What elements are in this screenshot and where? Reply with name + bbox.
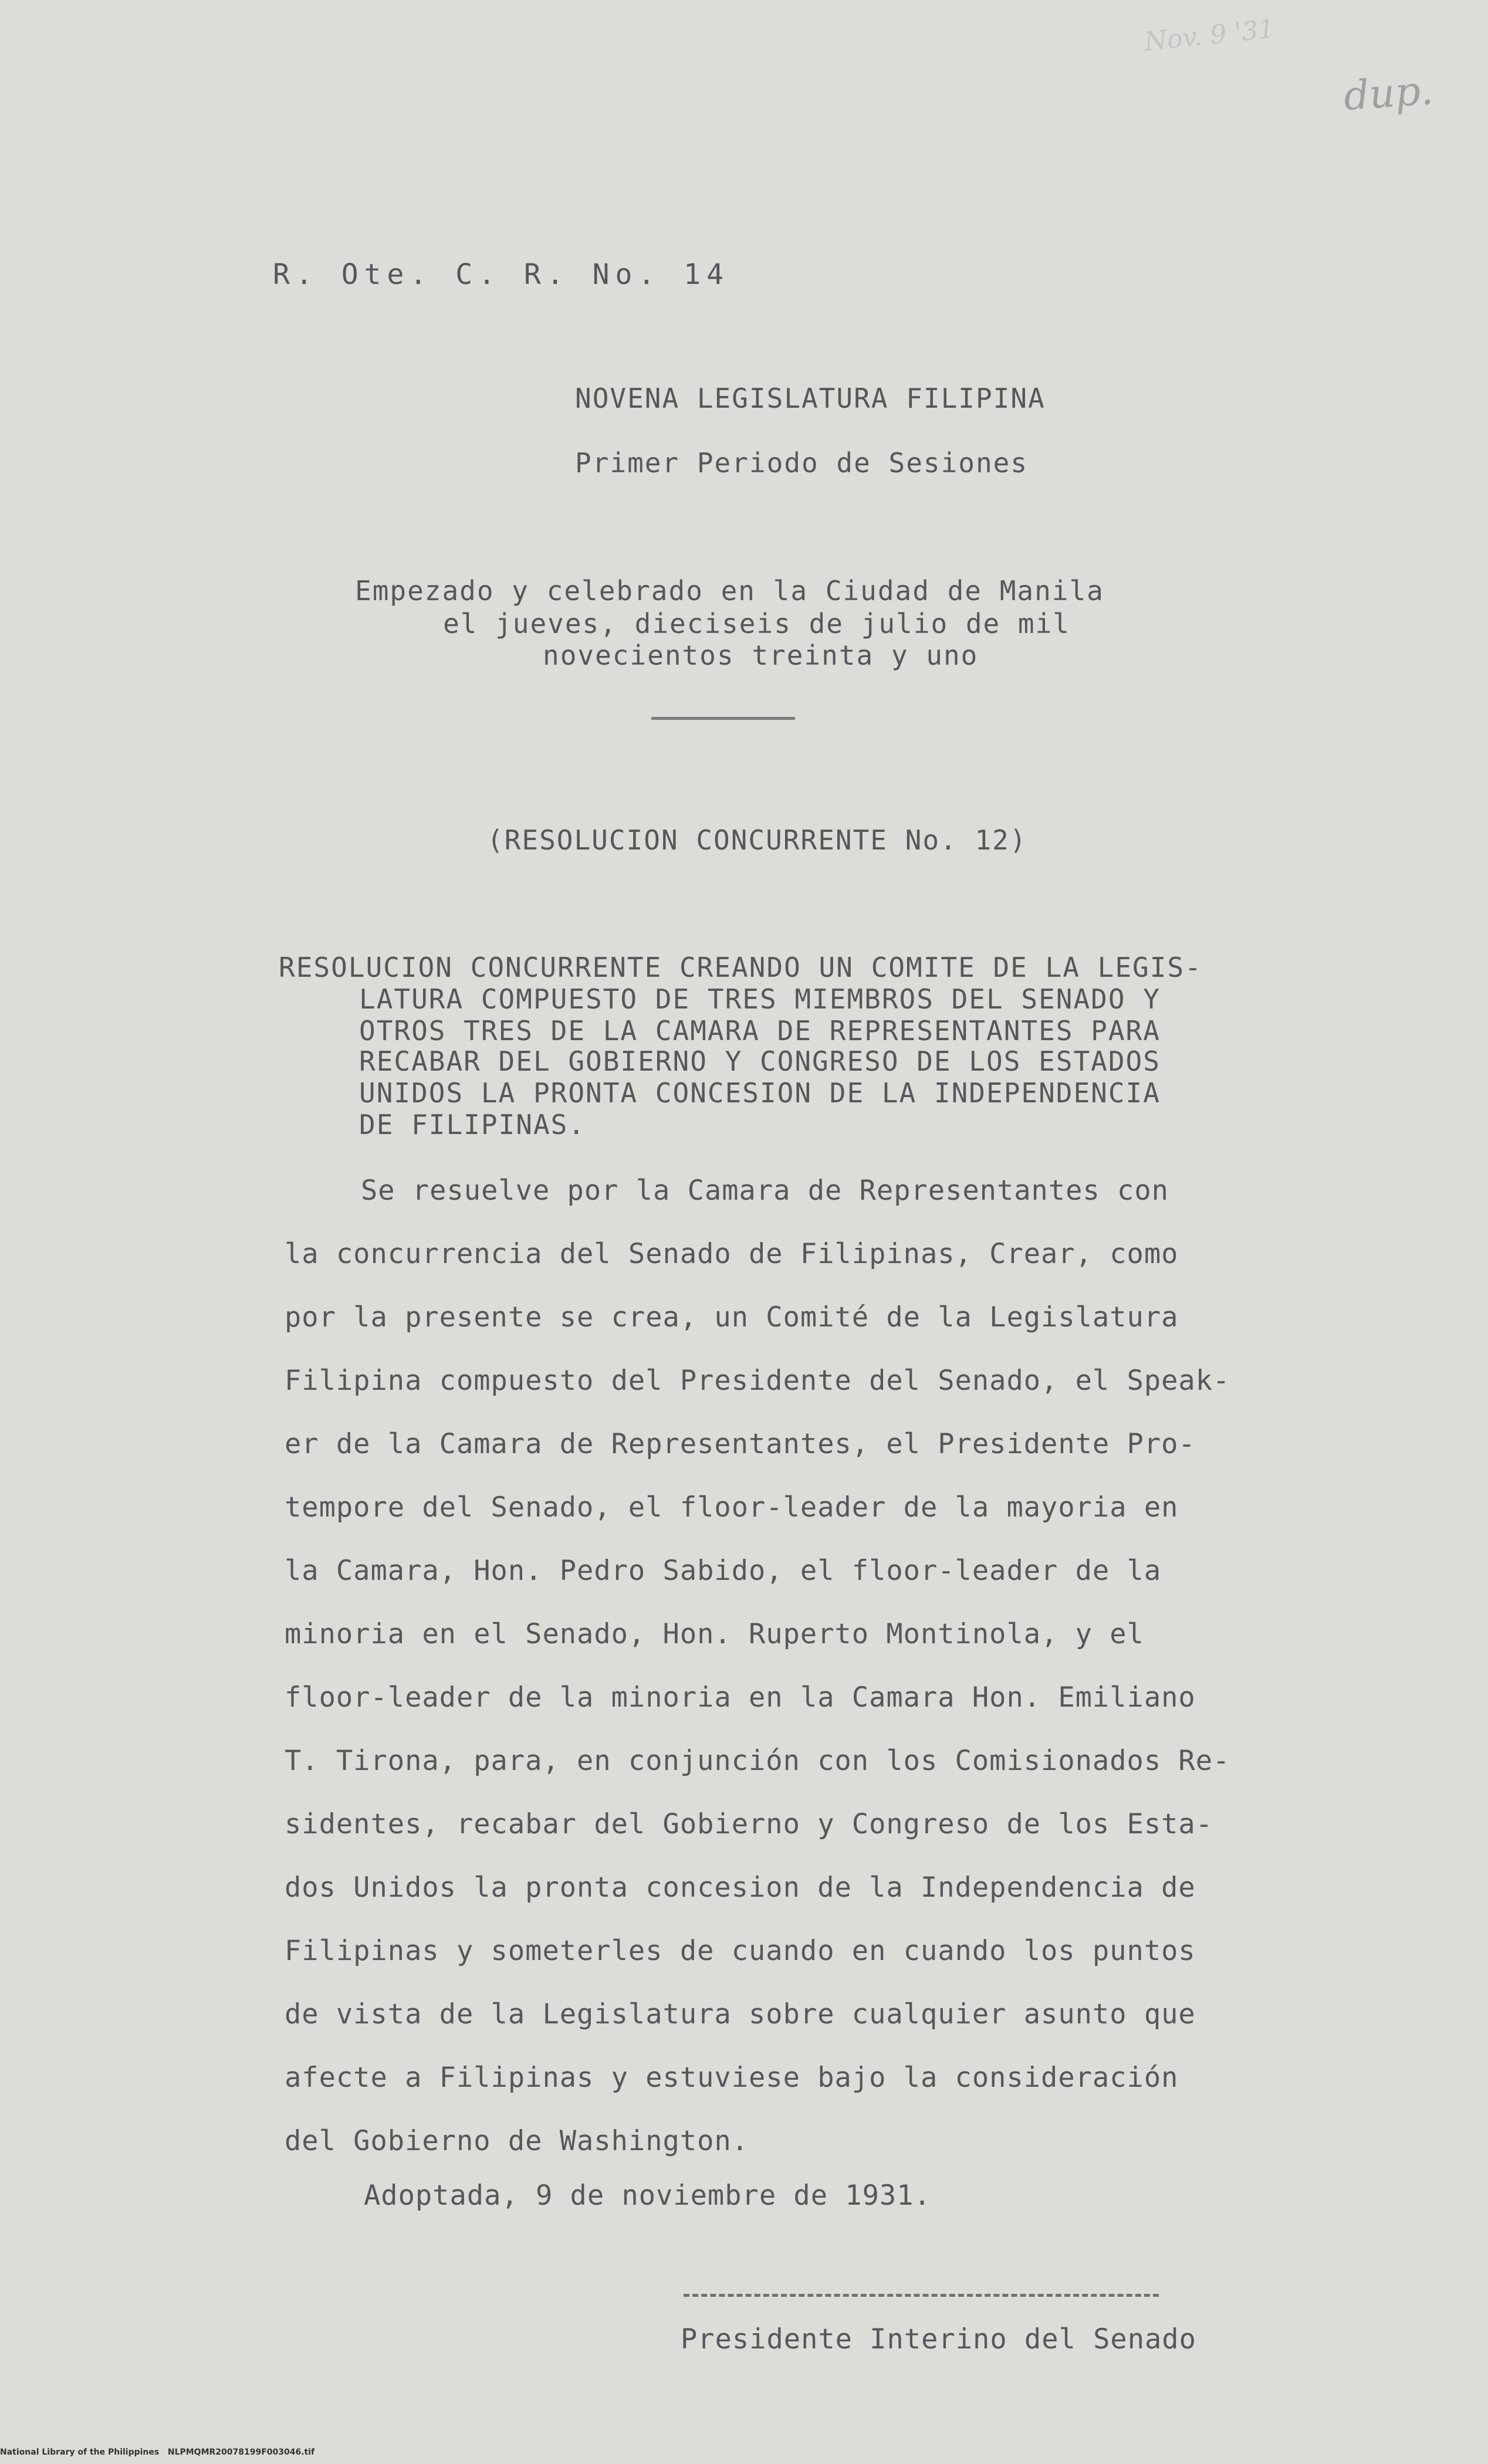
body-text-line: Filipina compuesto del Presidente del Senado, el Speak-	[285, 1365, 1230, 1397]
signature-title: Presidente Interino del Senado	[681, 2323, 1196, 2355]
signature-line	[684, 2294, 1159, 2297]
resolution-title-line: RESOLUCION CONCURRENTE CREANDO UN COMITE DE LA LEGIS-	[279, 952, 1202, 983]
handwritten-dup-note: dup.	[1342, 67, 1435, 120]
body-text-line: tempore del Senado, el floor-leader de la mayoria en	[285, 1491, 1179, 1524]
body-text-line: Se resuelve por la Camara de Representantes con	[361, 1175, 1169, 1207]
opening-line: el jueves, dieciseis de julio de mil	[443, 608, 1070, 639]
body-text-line: la Camara, Hon. Pedro Sabido, el floor-leader de la	[285, 1555, 1162, 1587]
body-text-line: de vista de la Legislatura sobre cualquier asunto que	[285, 1998, 1196, 2030]
adoption-date: Adoptada, 9 de noviembre de 1931.	[364, 2179, 931, 2212]
opening-line: novecientos treinta y uno	[543, 639, 979, 671]
resolution-title-line: RECABAR DEL GOBIERNO Y CONGRESO DE LOS ESTADOS	[359, 1045, 1161, 1077]
opening-line: Empezado y celebrado en la Ciudad de Manila	[355, 575, 1104, 607]
body-text-line: la concurrencia del Senado de Filipinas, Crear, como	[285, 1238, 1179, 1270]
body-text-line: Filipinas y someterles de cuando en cuando los puntos	[285, 1935, 1196, 1967]
body-text-line: er de la Camara de Representantes, el Presidente Pro-	[285, 1428, 1196, 1460]
body-text-line: floor-leader de la minoria en la Camara Hon. Emiliano	[285, 1681, 1196, 1714]
resolution-title-line: DE FILIPINAS.	[359, 1109, 586, 1140]
body-text-line: T. Tirona, para, en conjunción con los Comisionados Re-	[285, 1745, 1230, 1777]
resolution-title-line: UNIDOS LA PRONTA CONCESION DE LA INDEPENDENCIA	[359, 1077, 1161, 1109]
resolution-title-line: OTROS TRES DE LA CAMARA DE REPRESENTANTES PARA	[359, 1015, 1161, 1047]
resolution-number: (RESOLUCION CONCURRENTE No. 12)	[487, 824, 1027, 856]
legislature-heading: NOVENA LEGISLATURA FILIPINA	[575, 383, 1046, 414]
resolution-title-line: LATURA COMPUESTO DE TRES MIEMBROS DEL SENADO Y	[359, 983, 1161, 1015]
body-text-line: por la presente se crea, un Comité de la Legislatura	[285, 1301, 1179, 1333]
reference-number: R. Ote. C. R. No. 14	[273, 258, 729, 291]
handwritten-date-note: Nov. 9 '31	[1142, 13, 1276, 57]
body-text-line: afecte a Filipinas y estuviese bajo la consideración	[285, 2062, 1179, 2094]
archive-footer: National Library of the Philippines NLPMQMR20078199F003046.tif	[0, 2448, 315, 2457]
body-text-line: dos Unidos la pronta concesion de la Independencia de	[285, 1871, 1196, 1904]
body-text-line: del Gobierno de Washington.	[285, 2125, 749, 2157]
section-divider	[651, 717, 795, 720]
body-text-line: sidentes, recabar del Gobierno y Congreso de los Esta-	[285, 1808, 1213, 1840]
session-heading: Primer Periodo de Sesiones	[575, 447, 1029, 479]
body-text-line: minoria en el Senado, Hon. Ruperto Montinola, y el	[285, 1618, 1144, 1650]
